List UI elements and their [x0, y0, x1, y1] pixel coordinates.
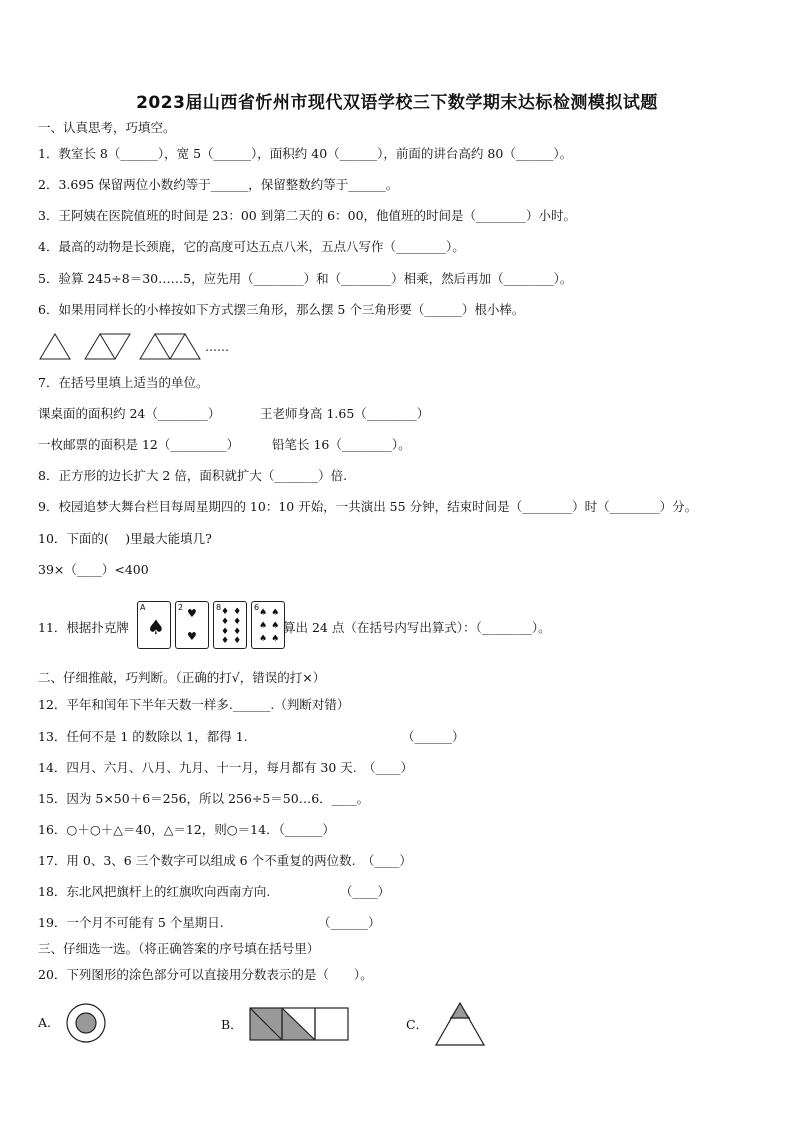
question-8: 8．正方形的边长扩大 2 倍，面积就扩大（_______）倍. [38, 468, 348, 483]
triangle-3c [170, 334, 200, 359]
question-11-tail: 算出 24 点（在括号内写出算式）：（________）。 [283, 620, 551, 635]
question-3: 3．王阿姨在医院值班的时间是 23：00 到第二天的 6：00，他值班的时间是（________）小时。 [38, 208, 577, 223]
question-9: 9．校园追梦大舞台栏目每周星期四的 10：10 开始，一共演出 55 分钟，结束时间是（________）时（________）分。 [38, 499, 698, 514]
question-18: 18．东北风把旗杆上的红旗吹向西南方向. [38, 884, 271, 899]
playing-card-4 [251, 601, 285, 649]
diamond-icon: ♦♦ [221, 617, 246, 627]
question-15: 15．因为 5×50＋6＝256，所以 256÷5＝50…6．____。 [38, 791, 370, 806]
option-b-squares-figure [248, 1006, 352, 1042]
heart-icon: ♥ [187, 630, 197, 643]
triangle-sticks-figure [38, 331, 208, 361]
question-19-bracket: （______） [318, 915, 381, 930]
question-7: 7．在括号里填上适当的单位。 [38, 375, 209, 390]
question-13-bracket: （______） [402, 729, 465, 744]
option-a-circle-figure [64, 1002, 108, 1044]
spade-icon: ♠ [147, 615, 165, 639]
spade-icon: ♠♠ [259, 634, 284, 644]
diamond-icon: ♦♦ [221, 627, 246, 637]
question-19: 19．一个月不可能有 5 个星期日. [38, 915, 224, 930]
card-1-rank: A [140, 603, 146, 612]
playing-card-1 [137, 601, 171, 649]
triangle-2a [85, 334, 115, 359]
triangle-3b [155, 334, 185, 359]
diamond-icon: ♦♦ [221, 636, 246, 646]
triangle-1 [40, 334, 70, 359]
question-20: 20．下列图形的涂色部分可以直接用分数表示的是（ ）。 [38, 967, 373, 982]
section-2-heading: 二、仔细推敲，巧判断。（正确的打√，错误的打×） [38, 670, 326, 685]
question-10: 10．下面的( )里最大能填几? [38, 531, 212, 546]
option-a-label: A. [38, 1015, 52, 1030]
question-17: 17．用 0、3、6 三个数字可以组成 6 个不重复的两位数. （____） [38, 853, 412, 868]
question-12: 12．平年和闰年下半年天数一样多.______.（判断对错） [38, 697, 350, 712]
option-c-label: C． [406, 1017, 429, 1032]
question-7c: 一枚邮票的面积是 12（_________） [38, 437, 240, 452]
question-7a: 课桌面的面积约 24（________） [38, 406, 221, 421]
question-14: 14．四月、六月、八月、九月、十一月，每月都有 30 天. （____） [38, 760, 413, 775]
question-6: 6．如果用同样长的小棒按如下方式摆三角形，那么摆 5 个三角形要（______）根小棒。 [38, 302, 525, 317]
question-1: 1．教室长 8（______），宽 5（______），面积约 40（______），前面的讲台高约 80（______）。 [38, 146, 573, 161]
option-c-triangle-figure [434, 1001, 486, 1047]
section-1-heading: 一、认真思考，巧填空。 [38, 120, 176, 135]
heart-icon: ♥ [187, 607, 197, 620]
question-5: 5．验算 245÷8＝30……5，应先用（________）和（________）相乘，然后再加（________）。 [38, 271, 573, 286]
spade-icon: ♠♠ [259, 621, 284, 631]
question-7b: 王老师身高 1.65（________） [260, 406, 430, 421]
triangle-2b [100, 334, 130, 359]
option-b-label: B． [221, 1017, 243, 1032]
continuation-dots: …… [205, 340, 229, 354]
section-3-heading: 三、仔细选一选。（将正确答案的序号填在括号里） [38, 941, 320, 956]
question-2: 2．3.695 保留两位小数约等于______，保留整数约等于______。 [38, 177, 399, 192]
question-7d: 铅笔长 16（________）。 [272, 437, 411, 452]
page-title: 2023届山西省忻州市现代双语学校三下数学期末达标检测模拟试题 [136, 93, 658, 113]
question-13: 13．任何不是 1 的数除以 1，都得 1. [38, 729, 248, 744]
question-4: 4．最高的动物是长颈鹿，它的高度可达五点八米，五点八写作（________）。 [38, 239, 465, 254]
playing-card-3 [213, 601, 247, 649]
question-10a: 39×（____）<400 [38, 562, 149, 577]
question-11-lead: 11．根据扑克牌 [38, 620, 129, 635]
triangle-3a [140, 334, 170, 359]
diamond-icon: ♦♦ [221, 607, 246, 617]
question-16: 16．○＋○＋△＝40，△＝12，则○＝14．（______） [38, 822, 335, 837]
card-2-rank: 2 [178, 603, 184, 612]
card-3-rank: 8 [216, 603, 222, 612]
spade-icon: ♠♠ [259, 608, 284, 618]
question-18-bracket: （____） [340, 884, 391, 899]
playing-card-2 [175, 601, 209, 649]
card-4-rank: 6 [254, 603, 260, 612]
